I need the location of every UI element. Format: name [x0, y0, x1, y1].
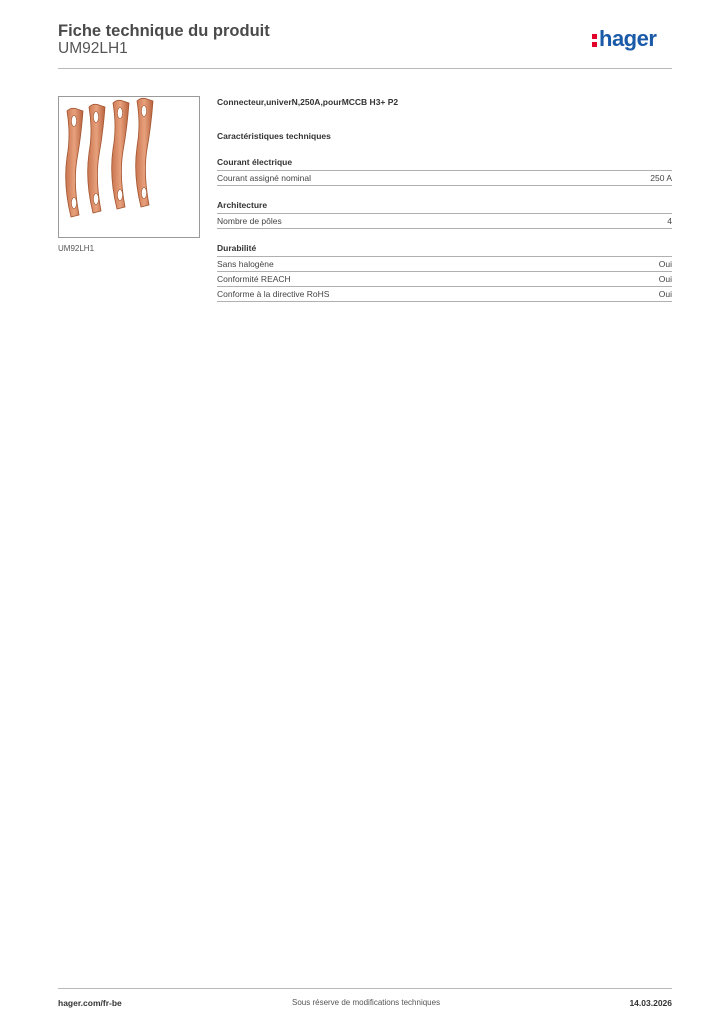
- spec-label: Sans halogène: [217, 259, 274, 269]
- group-title: Durabilité: [217, 242, 672, 257]
- product-image: [58, 96, 200, 238]
- spec-heading: Caractéristiques techniques: [217, 131, 331, 141]
- website-link[interactable]: hager.com/fr-be: [58, 998, 122, 1008]
- spec-group-durabilite: [217, 242, 672, 302]
- page-title: Fiche technique du produit: [58, 22, 270, 40]
- footer-date: 14.03.2026: [629, 998, 672, 1008]
- header-divider: [58, 68, 672, 69]
- spec-value: Oui: [658, 274, 672, 284]
- logo-dots-icon: [592, 31, 598, 47]
- spec-value: Oui: [658, 259, 672, 269]
- group-title: Architecture: [217, 199, 672, 214]
- product-code: UM92LH1: [58, 40, 128, 57]
- spec-panel: [217, 96, 672, 302]
- spec-value: Oui: [658, 289, 672, 299]
- footer-disclaimer: Sous réserve de modifications techniques: [292, 998, 441, 1007]
- image-caption: UM92LH1: [58, 244, 95, 253]
- product-name: Connecteur,univerN,250A,pourMCCB H3+ P2: [217, 97, 399, 107]
- spec-group-courant: [217, 156, 672, 186]
- spec-row: [217, 171, 672, 186]
- spec-row: [217, 272, 672, 287]
- spec-row: [217, 257, 672, 272]
- spec-label: Nombre de pôles: [217, 216, 282, 226]
- group-title: Courant électrique: [217, 156, 672, 171]
- hager-logo: [592, 28, 656, 50]
- spec-label: Conforme à la directive RoHS: [217, 289, 330, 299]
- spec-label: Conformité REACH: [217, 274, 291, 284]
- logo-text: hager: [599, 26, 657, 51]
- spec-group-architecture: [217, 199, 672, 229]
- spec-row: [217, 287, 672, 302]
- spec-value: 4: [667, 216, 672, 226]
- spec-label: Courant assigné nominal: [217, 173, 312, 183]
- spec-value: 250 A: [650, 173, 672, 183]
- footer-divider: [58, 988, 672, 989]
- spec-row: [217, 214, 672, 229]
- copper-bars-icon: [59, 97, 199, 237]
